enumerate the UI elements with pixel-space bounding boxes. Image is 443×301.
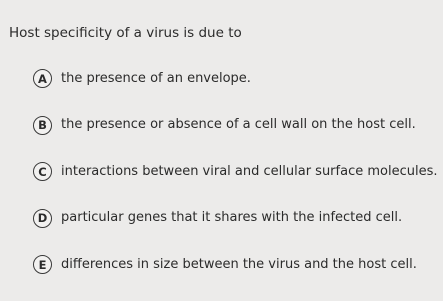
option-c[interactable]: [33, 161, 443, 182]
option-a-letter: A: [33, 69, 52, 88]
question-text: Host specificity of a virus is due to: [9, 25, 242, 41]
option-e-letter: E: [33, 255, 52, 274]
option-d[interactable]: [33, 208, 443, 229]
answer-options: [33, 68, 443, 301]
option-a-text: the presence of an envelope.: [61, 70, 251, 86]
option-d-letter: D: [33, 209, 52, 228]
option-e-text: differences in size between the virus and the host cell.: [61, 256, 417, 272]
option-c-text: interactions between viral and cellular surface molecules.: [61, 163, 438, 179]
option-e[interactable]: [33, 254, 443, 275]
option-d-text: particular genes that it shares with the infected cell.: [61, 210, 403, 225]
option-b[interactable]: [33, 115, 443, 136]
option-b-letter: B: [33, 116, 52, 135]
option-c-letter: C: [33, 162, 52, 181]
option-a[interactable]: [33, 68, 443, 89]
option-b-text: the presence or absence of a cell wall on the host cell.: [61, 117, 416, 132]
